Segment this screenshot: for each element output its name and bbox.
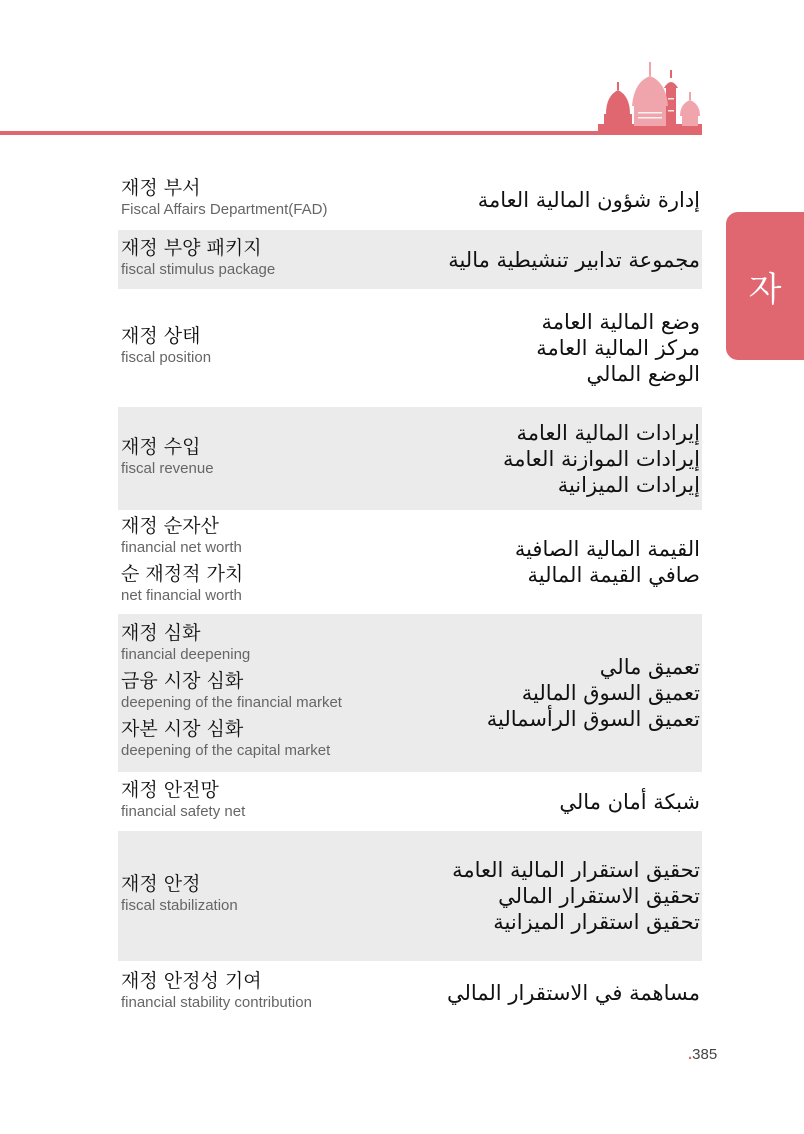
page-number-dot: . [688, 1046, 693, 1063]
korean-terms [121, 236, 275, 284]
glossary-row [118, 961, 702, 1025]
arabic-term: تعميق السوق المالية [521, 681, 700, 705]
english-term: financial stability contribution [121, 994, 312, 1011]
section-tab-label: 자 [748, 269, 782, 310]
arabic-terms [447, 980, 700, 1006]
korean-term: 재정 안정 [121, 873, 201, 895]
english-term: fiscal stimulus package [121, 260, 276, 278]
korean-terms [121, 621, 342, 765]
korean-terms [121, 176, 327, 224]
page-number [688, 1046, 717, 1063]
page-number-value: 385 [692, 1046, 718, 1063]
korean-terms [121, 778, 245, 826]
section-tab[interactable] [726, 212, 804, 360]
glossary-row [118, 170, 702, 230]
arabic-term: صافي القيمة المالية [527, 563, 700, 587]
header-rule [0, 131, 702, 135]
glossary-table [118, 170, 702, 1025]
glossary-row [118, 831, 702, 961]
korean-term: 재정 부양 패키지 [121, 236, 262, 259]
glossary-row [118, 289, 702, 407]
arabic-term: تحقيق الاستقرار المالي [498, 884, 700, 908]
arabic-terms [452, 857, 700, 935]
english-term: Fiscal Affairs Department(FAD) [121, 201, 328, 218]
arabic-term: إيرادات الميزانية [557, 472, 700, 497]
arabic-term: تحقيق استقرار المالية العامة [452, 858, 700, 882]
korean-term: 재정 수입 [121, 435, 201, 458]
english-term: fiscal stabilization [121, 897, 238, 914]
korean-term: 자본 시장 심화 [121, 718, 244, 740]
english-term: fiscal revenue [121, 459, 214, 477]
arabic-term: إدارة شؤون المالية العامة [477, 188, 700, 212]
korean-term: 재정 안전망 [121, 778, 219, 801]
korean-term: 재정 안정성 기여 [121, 970, 262, 992]
korean-term: 금융 시장 심화 [121, 670, 244, 692]
english-term: financial deepening [121, 646, 251, 663]
english-term: financial safety net [121, 802, 246, 820]
arabic-term: مساهمة في الاستقرار المالي [446, 981, 700, 1005]
arabic-term: مجموعة تدابير تنشيطية مالية [448, 247, 700, 272]
glossary-row [118, 772, 702, 831]
glossary-row [118, 510, 702, 614]
arabic-term: مركز المالية العامة [536, 336, 700, 360]
korean-terms [121, 872, 238, 920]
arabic-term: شبكة أمان مالي [559, 789, 700, 814]
korean-terms [121, 969, 312, 1017]
english-term: fiscal position [121, 349, 212, 366]
arabic-terms [487, 654, 700, 732]
english-term: deepening of the capital market [121, 742, 331, 759]
arabic-term: الوضع المالي [586, 362, 700, 386]
glossary-row [118, 230, 702, 289]
arabic-terms [515, 536, 700, 588]
korean-term: 재정 심화 [121, 622, 201, 644]
arabic-terms [448, 247, 700, 273]
arabic-terms [478, 187, 700, 213]
arabic-terms [536, 309, 700, 387]
english-term: net financial worth [121, 587, 242, 604]
korean-term: 순 재정적 가치 [121, 563, 244, 585]
korean-term: 재정 상태 [121, 325, 201, 347]
arabic-term: تعميق مالي [599, 655, 700, 679]
arabic-terms [503, 420, 700, 498]
glossary-row [118, 614, 702, 772]
arabic-term: القيمة المالية الصافية [514, 537, 700, 561]
arabic-terms [559, 789, 700, 815]
mosque-icon [598, 58, 702, 134]
korean-term: 재정 순자산 [121, 515, 219, 537]
english-term: deepening of the financial market [121, 694, 342, 711]
arabic-term: إيرادات الموازنة العامة [503, 446, 700, 471]
arabic-term: إيرادات المالية العامة [516, 420, 700, 445]
arabic-term: تحقيق استقرار الميزانية [493, 910, 700, 934]
english-term: financial net worth [121, 539, 242, 556]
arabic-term: وضع المالية العامة [541, 310, 700, 334]
korean-term: 재정 부서 [121, 177, 201, 199]
glossary-row [118, 407, 702, 510]
korean-terms [121, 324, 211, 372]
korean-terms [121, 435, 214, 483]
korean-terms [121, 514, 243, 610]
arabic-term: تعميق السوق الرأسمالية [486, 707, 700, 731]
